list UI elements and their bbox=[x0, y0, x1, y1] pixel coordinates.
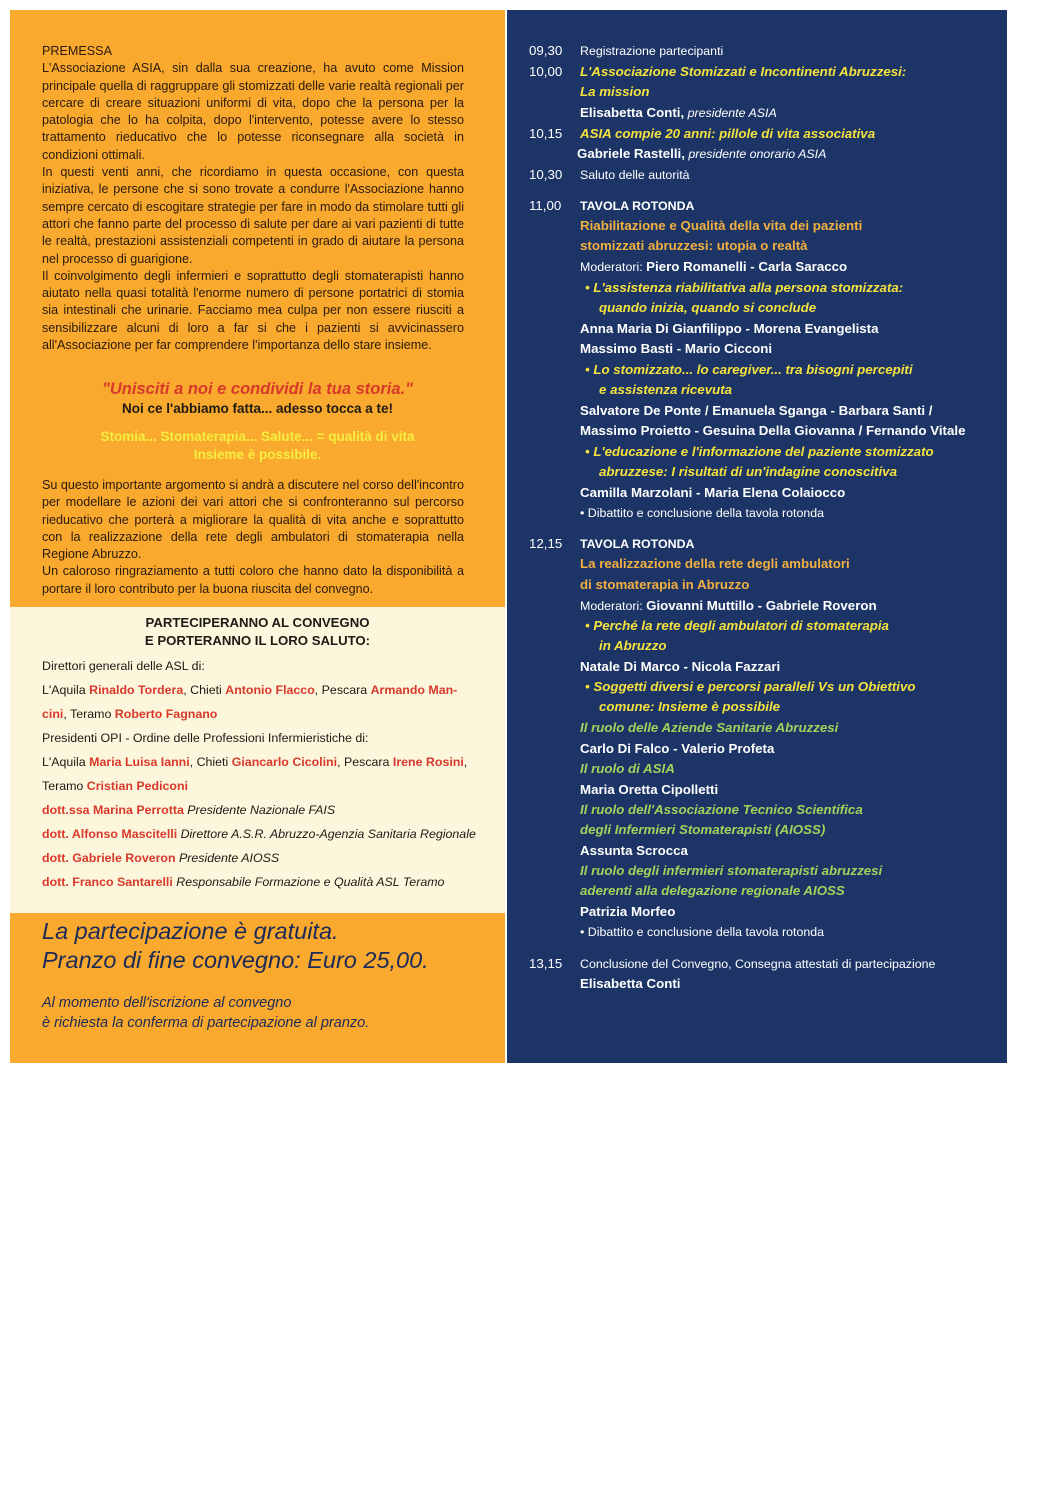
topic: comune: Insieme è possibile bbox=[599, 699, 781, 714]
speaker: Carlo Di Falco - Valerio Profeta bbox=[580, 741, 775, 756]
session-title: ASIA compie 20 anni: pillole di vita associativa bbox=[580, 126, 876, 141]
session-title: L'Associazione Stomizzati e Incontinenti Abruzzesi: bbox=[580, 64, 907, 79]
opi-row-2: Teramo Cristian Pediconi bbox=[42, 779, 188, 793]
topic: • Lo stomizzato... lo caregiver... tra bisogni percepiti bbox=[585, 362, 913, 377]
premessa-paragraph-1: L'Associazione ASIA, sin dalla sua creazione, ha avuto come Mission principale quella di raggruppare gli stomizzati delle varie realtà regionali per cercare di creare situazioni uniformi di vita, dopo che la persona per la patologia che lo ha colpita, dopo l'intervento, potesse avere lo stesso trattamento rieducativo che lo potesse riconsegnare alla società in condizioni ottimali. bbox=[42, 61, 464, 162]
topic: e assistenza ricevuta bbox=[599, 382, 733, 397]
brochure-sheet bbox=[10, 10, 1007, 1063]
speaker: Salvatore De Ponte / Emanuela Sganga - Barbara Santi / bbox=[580, 403, 933, 418]
registration: Registrazione partecipanti bbox=[580, 44, 724, 58]
round-table-label: TAVOLA ROTONDA bbox=[580, 537, 695, 551]
role-topic: Il ruolo degli infermieri stomaterapisti abruzzesi bbox=[580, 863, 883, 878]
time-1000: 10,00 bbox=[529, 64, 563, 79]
asl-intro: Direttori generali delle ASL di: bbox=[42, 659, 205, 673]
speaker: Massimo Basti - Mario Cicconi bbox=[580, 341, 773, 356]
premessa-paragraph-3: Il coinvolgimento degli infermieri e soprattutto degli stomaterapisti hanno aiutato nella quasi totalità l'enorme numero di persone portatrici di stomia sia intestinali che urinarie. Facciamo mea culpa per non essere riusciti a sensibilizzare alcuni di loro a far si che i pazienti si avvicinassero all'Associazione per far comprendere l'importanza dello stare insieme. bbox=[42, 268, 464, 353]
role-topic: Il ruolo dell'Associazione Tecnico Scientifica bbox=[580, 802, 863, 817]
speaker: Assunta Scrocca bbox=[580, 843, 688, 858]
time-1015: 10,15 bbox=[529, 126, 563, 141]
round-table-title: La realizzazione della rete degli ambulatori bbox=[580, 556, 850, 571]
debate: • Dibattito e conclusione della tavola rotonda bbox=[580, 925, 825, 939]
round-table-title: Riabilitazione e Qualità della vita dei pazienti bbox=[580, 218, 863, 233]
session-title: La mission bbox=[580, 84, 650, 99]
topic: abruzzese: I risultati di un'indagine conoscitiva bbox=[599, 464, 897, 479]
topic: • L'assistenza riabilitativa alla persona stomizzata: bbox=[585, 280, 904, 295]
round-table-title: di stomaterapia in Abruzzo bbox=[580, 577, 750, 592]
premessa-title: PREMESSA bbox=[42, 44, 112, 58]
time-1100: 11,00 bbox=[529, 198, 562, 213]
topic: • Soggetti diversi e percorsi paralleli Vs un Obiettivo bbox=[585, 679, 916, 694]
speaker: Camilla Marzolani - Maria Elena Colaiocco bbox=[580, 485, 846, 500]
speaker: Elisabetta Conti, presidente ASIA bbox=[580, 105, 777, 120]
asl-row-1: L'Aquila Rinaldo Tordera, Chieti Antonio Flacco, Pescara Armando Man- bbox=[42, 683, 458, 697]
premessa-paragraph-5: Un caloroso ringraziamento a tutti coloro che hanno dato la disponibilità a portare il loro contributo per la buona riuscita del convegno. bbox=[42, 564, 464, 596]
speaker: Patrizia Morfeo bbox=[580, 904, 676, 919]
topic: in Abruzzo bbox=[599, 638, 667, 653]
moderators: Moderatori: Giovanni Muttillo - Gabriele Roveron bbox=[580, 598, 877, 613]
asl-row-2: cini, Teramo Roberto Fagnano bbox=[42, 707, 218, 721]
motto-line-2: Insieme è possibile. bbox=[193, 447, 322, 462]
premessa-text bbox=[42, 43, 464, 354]
role-topic: aderenti alla delegazione regionale AIOSS bbox=[580, 883, 845, 898]
role-topic: degli Infermieri Stomaterapisti (AIOSS) bbox=[580, 822, 826, 837]
debate: • Dibattito e conclusione della tavola rotonda bbox=[580, 506, 825, 520]
speaker: Massimo Proietto - Gesuina Della Giovanna / Fernando Vitale bbox=[580, 423, 966, 438]
premessa-closing bbox=[42, 477, 464, 598]
speaker: Gabriele Rastelli, presidente onorario ASIA bbox=[577, 146, 827, 161]
opi-row-1: L'Aquila Maria Luisa Ianni, Chieti Giancarlo Cicolini, Pescara Irene Rosini, bbox=[42, 755, 468, 769]
premessa-paragraph-2: In questi venti anni, che ricordiamo in questa occasione, con questa iniziativa, le persone che si sono trovate a condurre l'Associazione hanno sempre cercato di escogitare strategie per fare in modo da stimolare tutti gli attori che fanno parte del processo di salute per dare ai vari pazienti di tutte le realtà, prestazioni assistenziali competenti in grado di aiutare la persona nel processo di guarigione. bbox=[42, 165, 464, 266]
lunch-note: Al momento dell'iscrizione al convegno è richiesta la conferma di partecipazione al pranzo. bbox=[42, 995, 370, 1031]
speaker: Maria Oretta Cipolletti bbox=[580, 782, 719, 797]
conclusion: Conclusione del Convegno, Consegna attestati di partecipazione bbox=[580, 957, 936, 971]
topic: • Perché la rete degli ambulatori di stomaterapia bbox=[585, 618, 889, 633]
authorities-greeting: Saluto delle autorità bbox=[580, 168, 690, 182]
speaker: Natale Di Marco - Nicola Fazzari bbox=[580, 659, 781, 674]
guest-row: dott.ssa Marina Perrotta Presidente Nazionale FAIS bbox=[42, 803, 336, 817]
slogan-block bbox=[20, 379, 495, 464]
time-0930: 09,30 bbox=[529, 43, 563, 58]
round-table-title: stomizzati abruzzesi: utopia o realtà bbox=[580, 238, 808, 253]
speaker: Elisabetta Conti bbox=[580, 976, 681, 991]
premessa-paragraph-4: Su questo importante argomento si andrà a discutere nel corso dell'incontro per modellare le azioni dei vari attori che si confronteranno sul percorso rieducativo che porterà a migliorare la qualità di vita anche e soprattutto con la realizzazione della rete degli ambulatori di stomaterapia nella Regione Abruzzo. bbox=[42, 478, 464, 562]
time-1215: 12,15 bbox=[529, 536, 563, 551]
guest-row: dott. Gabriele Roveron Presidente AIOSS bbox=[42, 851, 280, 865]
guest-row: dott. Franco Santarelli Responsabile Formazione e Qualità ASL Teramo bbox=[42, 875, 445, 889]
opi-intro: Presidenti OPI - Ordine delle Professioni Infermieristiche di: bbox=[42, 731, 369, 745]
topic: • L'educazione e l'informazione del paziente stomizzato bbox=[585, 444, 934, 459]
speaker: Anna Maria Di Gianfilippo - Morena Evangelista bbox=[580, 321, 879, 336]
motto-line-1: Stomia... Stomaterapia... Salute... = qualità di vita bbox=[100, 429, 415, 444]
slogan-title: "Unisciti a noi e condividi la tua storia." bbox=[102, 380, 413, 398]
round-table-label: TAVOLA ROTONDA bbox=[580, 199, 695, 213]
participation-info: La partecipazione è gratuita. Pranzo di fine convegno: Euro 25,00. bbox=[42, 918, 429, 973]
participants-title: PARTECIPERANNO AL CONVEGNO E PORTERANNO IL LORO SALUTO: bbox=[144, 615, 371, 648]
moderators: Moderatori: Piero Romanelli - Carla Saracco bbox=[580, 259, 848, 274]
time-1030: 10,30 bbox=[529, 167, 563, 182]
role-topic: Il ruolo di ASIA bbox=[580, 761, 675, 776]
role-topic: Il ruolo delle Aziende Sanitarie Abruzzesi bbox=[580, 720, 839, 735]
slogan-subtitle: Noi ce l'abbiamo fatta... adesso tocca a te! bbox=[121, 401, 394, 416]
time-1315: 13,15 bbox=[529, 956, 563, 971]
topic: quando inizia, quando si conclude bbox=[599, 300, 817, 315]
guest-row: dott. Alfonso Mascitelli Direttore A.S.R. Abruzzo-Agenzia Sanitaria Regionale bbox=[42, 827, 476, 841]
